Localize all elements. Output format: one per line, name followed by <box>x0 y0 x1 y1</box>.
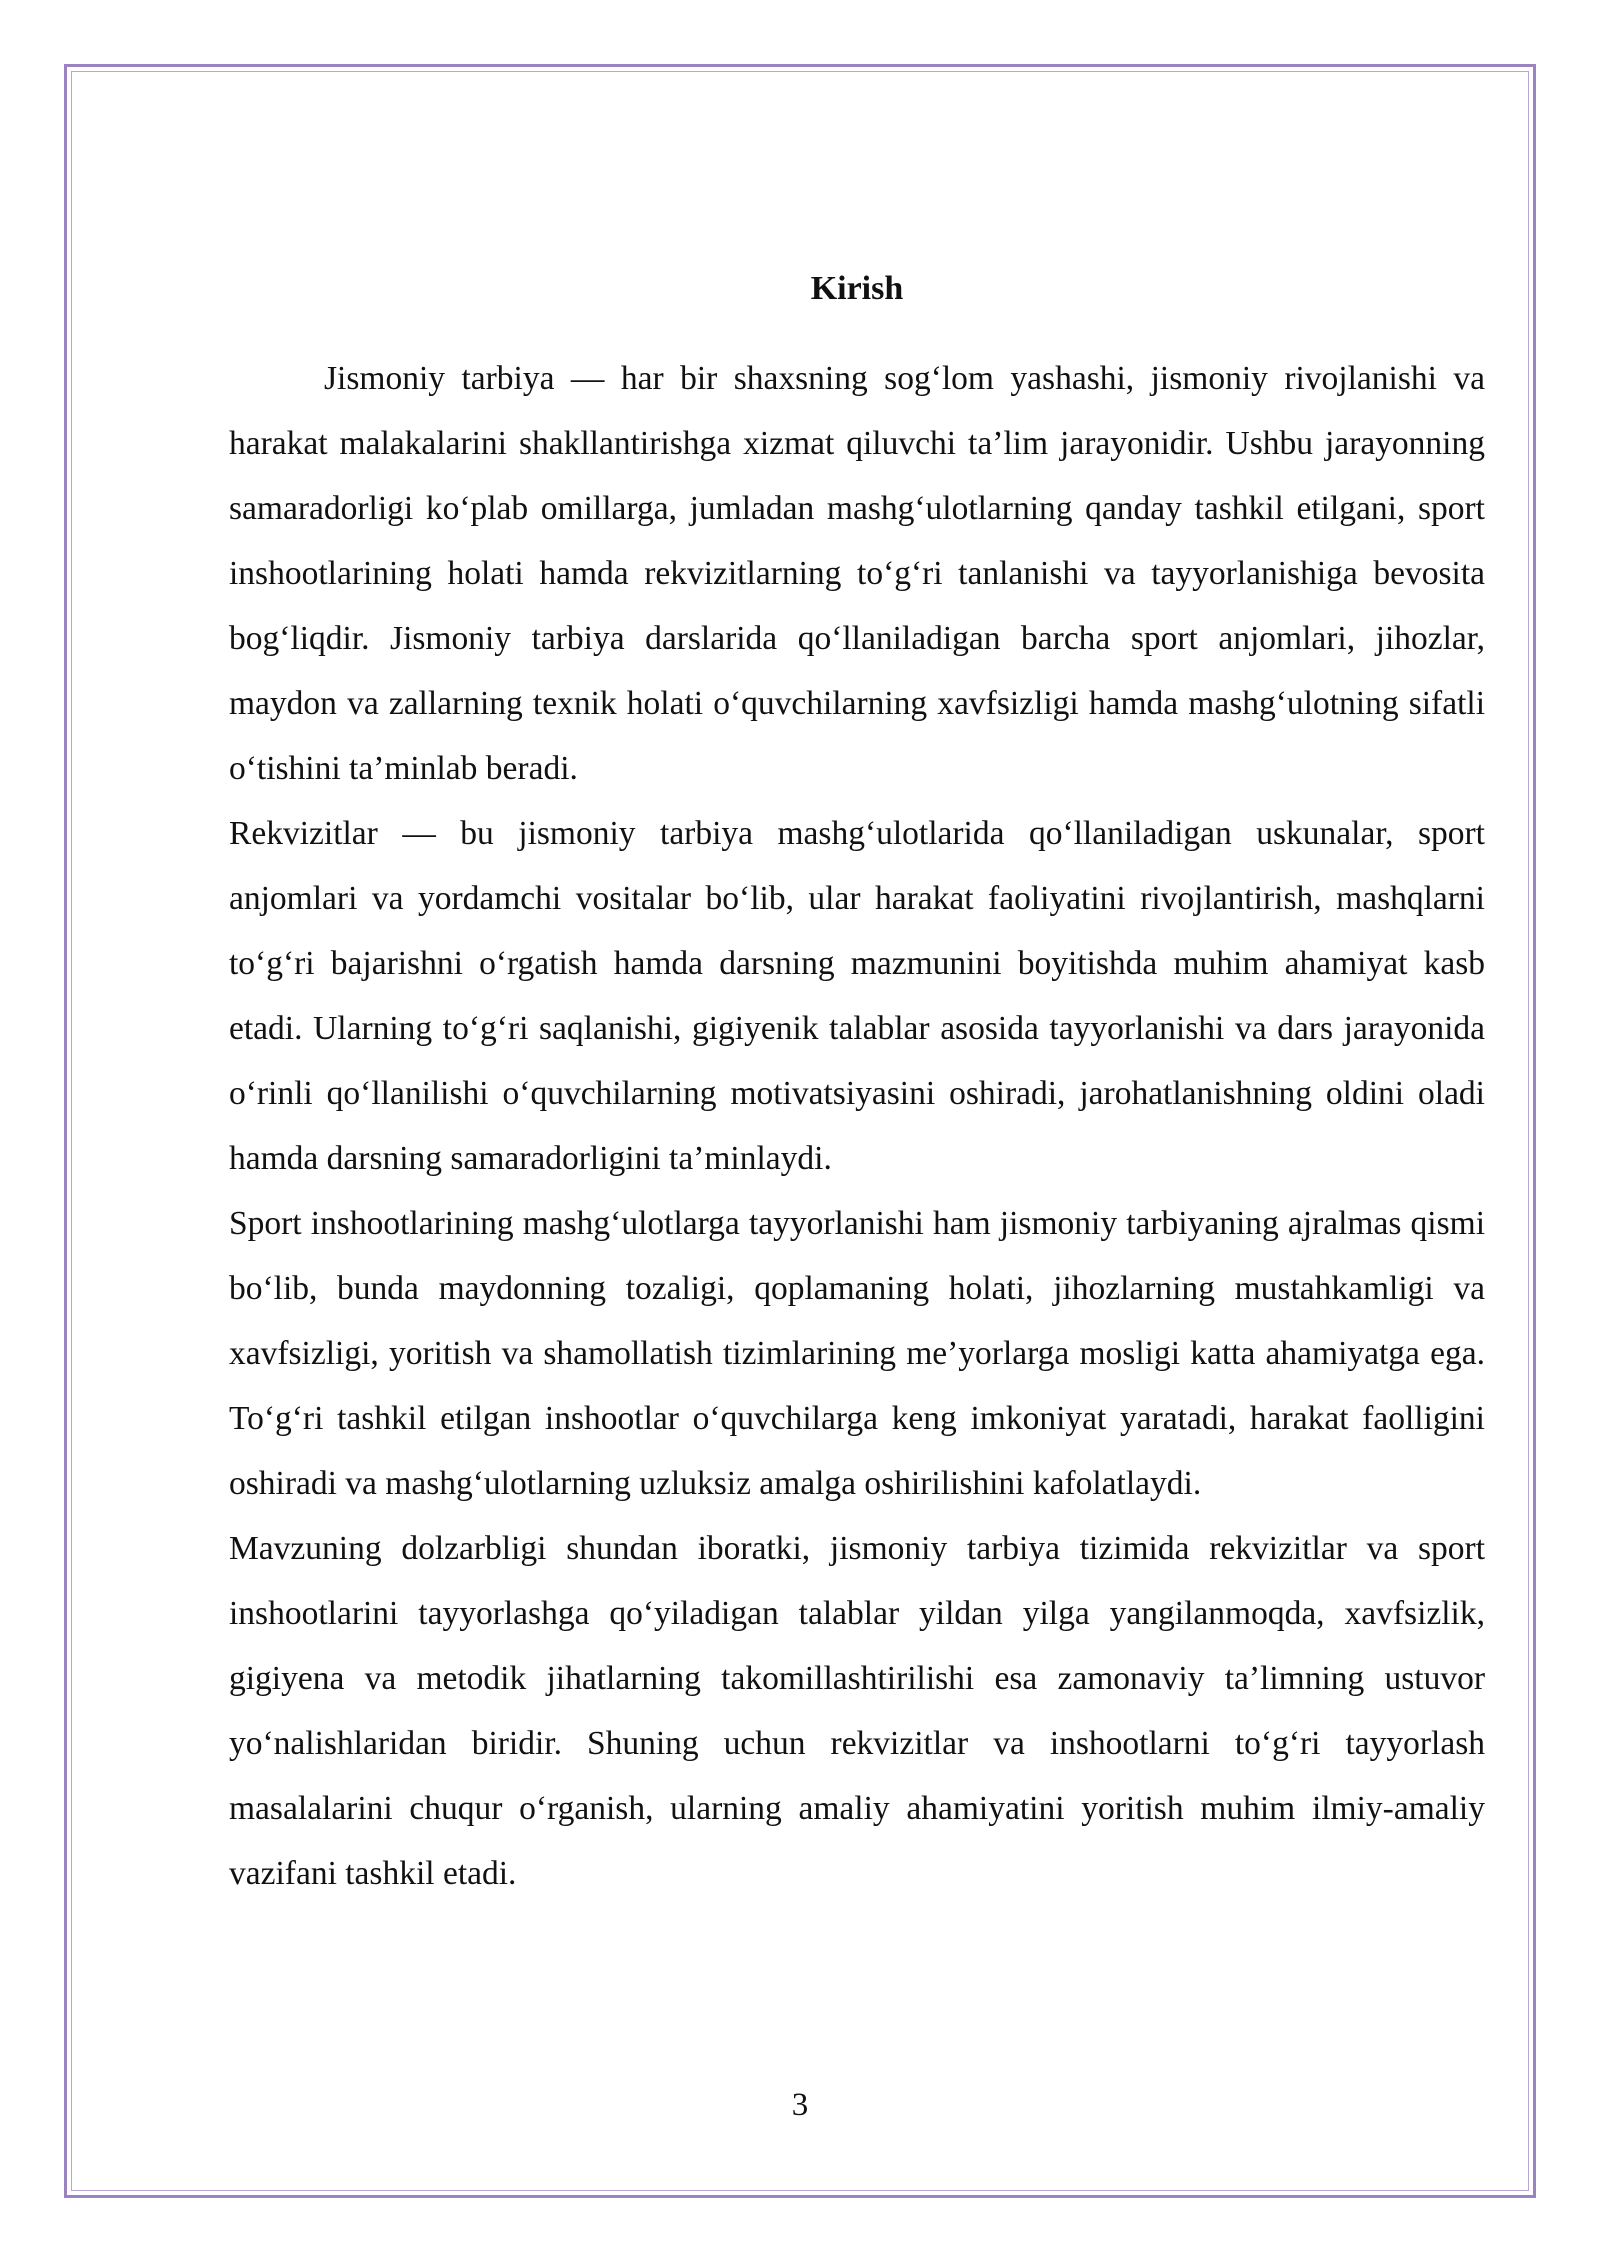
paragraph-sport-inshootlari: Sport inshootlarining mashg‘ulotlarga tayyorlanishi ham jismoniy tarbiyaning ajralmas qismi bo‘lib, bunda maydonning tozaligi, qoplamaning holati, jihozlarning mustahkamligi va xavfsizligi, yoritish va shamollatish tizimlarining me’yorlarga mosligi katta ahamiyatga ega. To‘g‘ri tashkil etilgan inshootlar o‘quvchilarga keng imkoniyat yaratadi, harakat faolligini oshiradi va mashg‘ulotlarning uzluksiz amalga oshirilishini kafolatlaydi. <box>229 1205 1485 1502</box>
paragraph-dolzarblik: Mavzuning dolzarbligi shundan iboratki, jismoniy tarbiya tizimida rekvizitlar va sport inshootlarini tayyorlashga qo‘yiladigan talablar yildan yilga yangilanmoqda, xavfsizlik, gigiyena va metodik jihatlarning takomillashtirilishi esa zamonaviy ta’limning ustuvor yo‘nalishlaridan biridir. Shuning uchun rekvizitlar va inshootlarni to‘g‘ri tayyorlash masalalarini chuqur o‘rganish, ularning amaliy ahamiyatini yoritish muhim ilmiy-amaliy vazifani tashkil etadi. <box>229 1530 1485 1892</box>
page-title: Kirish <box>810 270 904 307</box>
page-number: 3 <box>791 2087 809 2123</box>
paragraph-rekvizitlar: Rekvizitlar — bu jismoniy tarbiya mashg‘ulotlarida qo‘llaniladigan uskunalar, sport anjomlari va yordamchi vositalar bo‘lib, ular harakat faoliyatini rivojlantirish, mashqlarni to‘g‘ri bajarishni o‘rgatish hamda darsning mazmunini boyitishda muhim ahamiyat kasb etadi. Ularning to‘g‘ri saqlanishi, gigiyenik talablar asosida tayyorlanishi va dars jarayonida o‘rinli qo‘llanilishi o‘quvchilarning motivatsiyasini oshiradi, jarohatlanishning oldini oladi hamda darsning samaradorligini ta’minlaydi. <box>229 815 1485 1177</box>
paragraph-intro: Jismoniy tarbiya — har bir shaxsning sog‘lom yashashi, jismoniy rivojlanishi va harakat malakalarini shakllantirishga xizmat qiluvchi ta’lim jarayonidir. Ushbu jarayonning samaradorligi ko‘plab omillarga, jumladan mashg‘ulotlarning qanday tashkil etilgani, sport inshootlarining holati hamda rekvizitlarning to‘g‘ri tanlanishi va tayyorlanishiga bevosita bog‘liqdir. Jismoniy tarbiya darslarida qo‘llaniladigan barcha sport anjomlari, jihozlar, maydon va zallarning texnik holati o‘quvchilarning xavfsizligi hamda mashg‘ulotning sifatli o‘tishini ta’minlab beradi. <box>229 360 1485 787</box>
document-body <box>229 262 1485 1906</box>
